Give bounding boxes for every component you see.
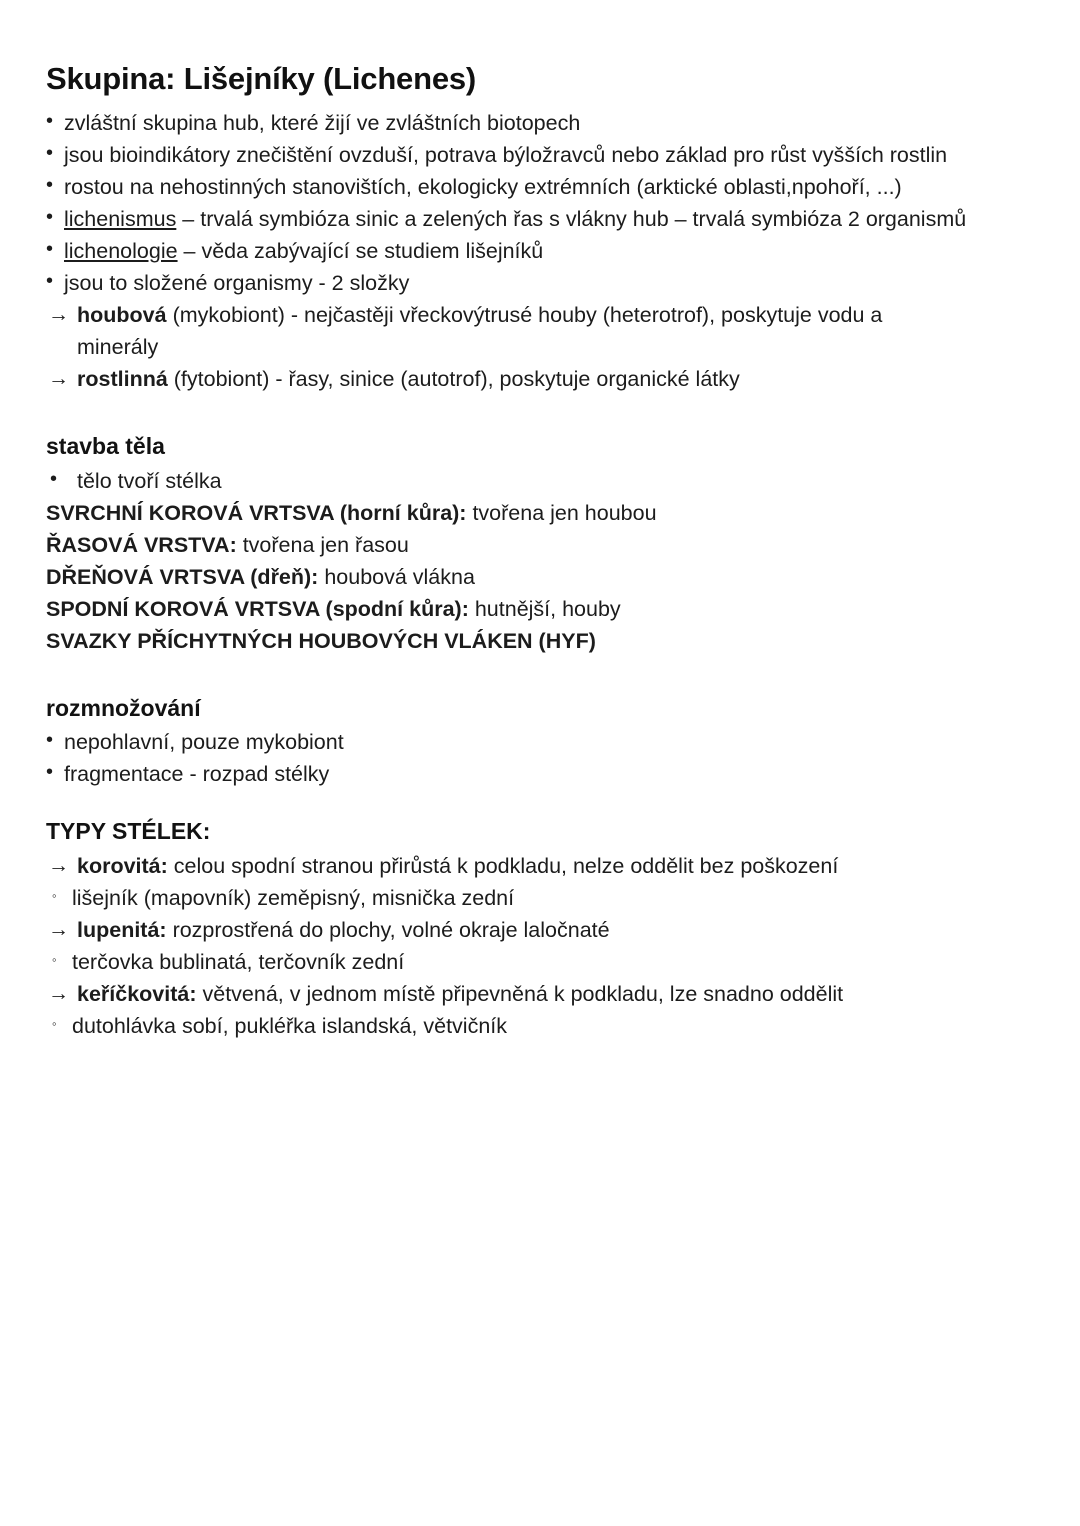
layer-description: tvořena jen řasou [236, 532, 409, 557]
layer-description: hutnější, houby [468, 596, 621, 621]
bullet-icon: • [46, 205, 54, 228]
list-item [46, 235, 1040, 267]
section-heading: TYPY STÉLEK: [46, 818, 211, 845]
thallus-type-text [77, 914, 1040, 946]
layer-row [46, 561, 1040, 593]
hollow-bullet-icon: ◦ [52, 1016, 57, 1032]
bullet-icon: • [46, 237, 54, 260]
component-item-houbova [46, 299, 1040, 331]
list-item [46, 267, 1040, 299]
layer-label: SVRCHNÍ KOROVÁ VRTSVA (horní kůra): [46, 500, 467, 525]
list-item [46, 465, 1040, 497]
bullet-icon: • [46, 173, 54, 196]
thallus-type-lupenita [46, 914, 1040, 946]
section-typy-stelek [46, 818, 1040, 1042]
layer-row [46, 593, 1040, 625]
layer-label: DŘEŇOVÁ VRTSVA (dřeň): [46, 564, 319, 589]
thallus-type-label: lupenitá: [77, 918, 167, 943]
bullet-icon: • [46, 729, 54, 752]
intro-bullet-list [46, 107, 1040, 299]
section-rozmnozovani [46, 695, 1040, 791]
page-title: Skupina: Lišejníky (Lichenes) [46, 61, 477, 96]
component-label: rostlinná [77, 366, 168, 391]
bullet-icon: • [46, 269, 54, 292]
term-lichenismus: lichenismus [64, 206, 177, 231]
list-item-text: rostou na nehostinných stanovištích, ekologicky extrémních (arktické oblasti,npohoří, ...) [64, 174, 902, 199]
list-item [46, 139, 1040, 171]
list-item [46, 758, 1040, 790]
bullet-icon: • [50, 467, 58, 490]
thallus-type-description: rozprostřená do plochy, volné okraje laločnaté [166, 918, 610, 943]
layer-row [46, 497, 1040, 529]
list-item-text: fragmentace - rozpad stélky [64, 762, 330, 787]
list-item [46, 171, 1040, 203]
list-item [46, 726, 1040, 758]
component-text [77, 363, 1040, 395]
component-item-rostlinna [46, 363, 1040, 395]
component-label: houbová [77, 302, 167, 327]
component-description: (mykobiont) - nejčastěji vřeckovýtrusé houby (heterotrof), poskytuje vodu a [166, 302, 883, 327]
layer-description: houbová vlákna [318, 564, 475, 589]
section-stavba-tela [46, 433, 1040, 657]
layer-label: ŘASOVÁ VRSTVA: [46, 532, 237, 557]
layer-label: SVAZKY PŘÍCHYTNÝCH HOUBOVÝCH VLÁKEN (HYF) [46, 628, 596, 653]
list-item-text [64, 203, 1040, 235]
thallus-examples-text: lišejník (mapovník) zeměpisný, misnička zední [72, 886, 515, 911]
thallus-type-description: celou spodní stranou přirůstá k podkladu, nelze oddělit bez poškození [167, 854, 839, 879]
thallus-examples [46, 1010, 1040, 1042]
layer-description: tvořena jen houbou [466, 500, 657, 525]
list-item-text: nepohlavní, pouze mykobiont [64, 730, 344, 755]
list-item [46, 203, 1040, 235]
thallus-type-kerickovita [46, 978, 1040, 1010]
list-item-text: tělo tvoří stélka [77, 468, 222, 493]
term-definition: – věda zabývající se studiem lišejníků [177, 238, 544, 263]
list-item-text [64, 235, 1040, 267]
thallus-examples-text: dutohlávka sobí, pukléřka islandská, větvičník [72, 1014, 508, 1039]
arrow-right-icon: → [48, 982, 69, 1006]
thallus-examples-text: terčovka bublinatá, terčovník zední [72, 950, 405, 975]
bullet-icon: • [46, 761, 54, 784]
thallus-examples [46, 946, 1040, 978]
thallus-type-description: větvená, v jednom místě připevněná k podkladu, lze snadno oddělit [196, 982, 844, 1007]
arrow-right-icon: → [48, 366, 69, 390]
bullet-icon: • [46, 109, 54, 132]
list-item [46, 107, 1040, 139]
arrow-right-icon: → [48, 854, 69, 878]
component-description: (fytobiont) - řasy, sinice (autotrof), poskytuje organické látky [167, 366, 740, 391]
section-heading: stavba těla [46, 433, 165, 459]
bullet-icon: • [46, 141, 54, 164]
list-item-text: zvláštní skupina hub, které žijí ve zvláštních biotopech [64, 110, 581, 135]
arrow-right-icon: → [48, 302, 69, 326]
spacer [46, 395, 1040, 433]
components-list [46, 299, 1040, 395]
layer-row [46, 529, 1040, 561]
hollow-bullet-icon: ◦ [52, 888, 57, 904]
term-lichenologie: lichenologie [64, 238, 178, 263]
list-item-text: jsou to složené organismy - 2 složky [64, 270, 410, 295]
thallus-type-text [77, 978, 1040, 1010]
list-item-text: jsou bioindikátory znečištění ovzduší, potrava býložravců nebo základ pro růst vyšších rostlin [64, 142, 948, 167]
thallus-type-label: keříčkovitá: [77, 982, 197, 1007]
component-continuation: minerály [77, 334, 159, 359]
layer-label: SPODNÍ KOROVÁ VRTSVA (spodní kůra): [46, 596, 469, 621]
thallus-examples [46, 882, 1040, 914]
hollow-bullet-icon: ◦ [52, 952, 57, 968]
spacer [46, 790, 1040, 818]
term-definition: – trvalá symbióza sinic a zelených řas s vlákny hub – trvalá symbióza 2 organismů [176, 206, 967, 231]
thallus-type-text [77, 850, 1040, 882]
section-heading: rozmnožování [46, 694, 201, 721]
component-text [77, 299, 1040, 331]
thallus-type-korovita [46, 850, 1040, 882]
thallus-type-label: korovitá: [77, 854, 168, 879]
spacer [46, 657, 1040, 695]
layer-row [46, 625, 1040, 657]
arrow-right-icon: → [48, 918, 69, 942]
